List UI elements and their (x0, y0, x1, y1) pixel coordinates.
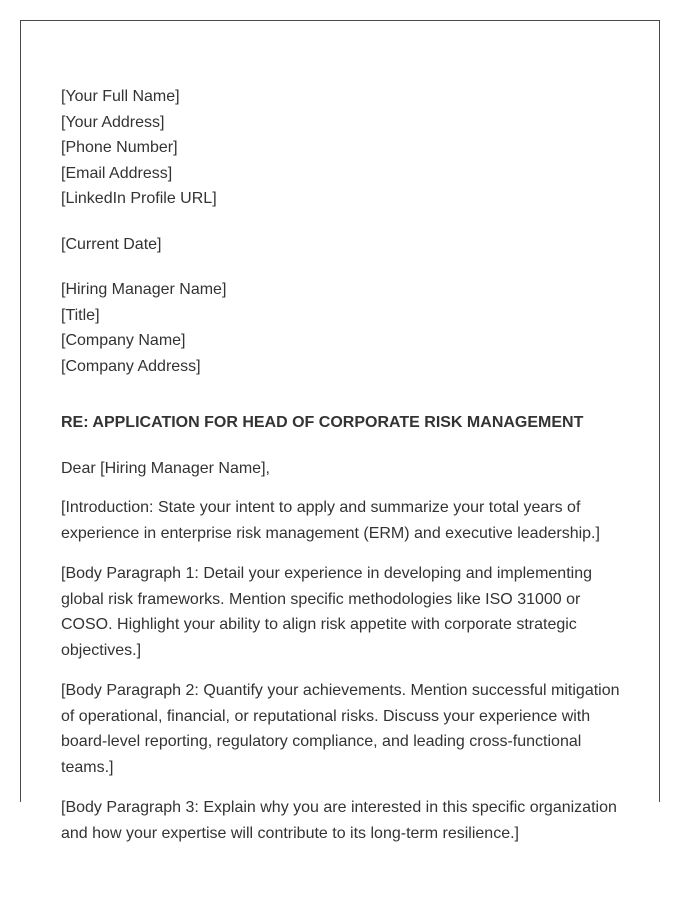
letter-body (61, 84, 633, 846)
recipient-title: [Title] (61, 306, 100, 324)
sender-address: [Your Address] (61, 113, 165, 131)
date-block (61, 232, 633, 258)
recipient-block (61, 277, 633, 379)
sender-linkedin: [LinkedIn Profile URL] (61, 190, 217, 207)
greeting: Dear [Hiring Manager Name], (61, 459, 270, 477)
recipient-company: [Company Name] (61, 332, 186, 349)
paragraph-body-3: [Body Paragraph 3: Explain why you are interested in this specific organization and how your expertise will contribute to its long-term resilience.] (61, 799, 617, 842)
sender-phone: [Phone Number] (61, 139, 178, 156)
letter-date: [Current Date] (61, 235, 162, 253)
paragraph-body-2: [Body Paragraph 2: Quantify your achievements. Mention successful mitigation of operational, financial, or reputational risks. Discuss your experience with board-level reporting, regulatory compliance, and leading cross-functional teams.] (61, 682, 620, 776)
letter-page (20, 20, 660, 842)
subject-line: RE: APPLICATION FOR HEAD OF CORPORATE RISK MANAGEMENT (61, 414, 584, 431)
paragraph-introduction: [Introduction: State your intent to apply and summarize your total years of experience in enterprise risk management (ERM) and executive leadership.] (61, 499, 600, 542)
sender-block (61, 84, 633, 212)
sender-email: [Email Address] (61, 164, 173, 182)
recipient-address: [Company Address] (61, 357, 201, 375)
paragraph-body-1: [Body Paragraph 1: Detail your experience in developing and implementing global risk frameworks. Mention specific methodologies like ISO 31000 or COSO. Highlight your ability to align risk appetite with corporate strategic objectives.] (61, 565, 592, 659)
sender-name: [Your Full Name] (61, 88, 180, 105)
recipient-name: [Hiring Manager Name] (61, 281, 227, 298)
